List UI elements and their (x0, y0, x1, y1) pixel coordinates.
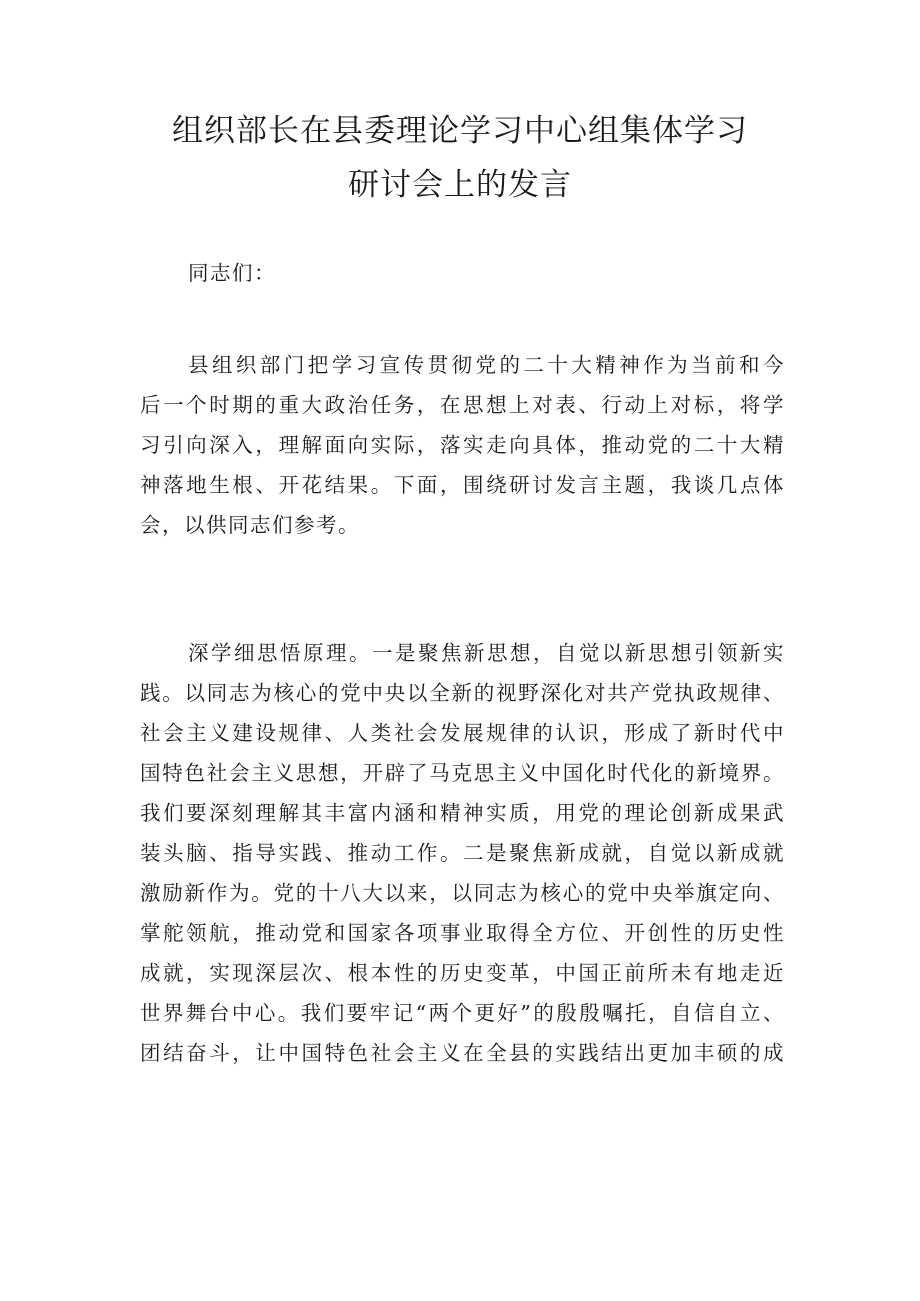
paragraph-line: 团结奋斗，让中国特色社会主义在全县的实践结出更加丰硕的成 (140, 1041, 785, 1065)
salutation-text: 同志们： (188, 261, 276, 285)
title-line-1: 组织部长在县委理论学习中心组集体学习 (172, 113, 748, 149)
paragraph-2 (140, 633, 785, 1073)
paragraph-line: 习引向深入，理解面向实际，落实走向具体，推动党的二十大精 (140, 433, 785, 457)
paragraph-line: 成就，实现深层次、根本性的历史变革，中国正前所未有地走近 (140, 961, 785, 985)
paragraph-line: 后一个时期的重大政治任务，在思想上对表、行动上对标，将学 (140, 393, 785, 417)
paragraph-line: 国特色社会主义思想，开辟了马克思主义中国化时代化的新境界。 (140, 761, 785, 785)
paragraph-line: 县组织部门把学习宣传贯彻党的二十大精神作为当前和今 (188, 353, 785, 377)
paragraph-line: 激励新作为。党的十八大以来，以同志为核心的党中央举旗定向、 (140, 881, 785, 905)
paragraph-line: 会，以供同志们参考。 (140, 513, 360, 537)
paragraph-line: 掌舵领航，推动党和国家各项事业取得全方位、开创性的历史性 (140, 921, 785, 945)
document-title (0, 104, 920, 212)
paragraph-line: 践。以同志为核心的党中央以全新的视野深化对共产党执政规律、 (140, 681, 785, 705)
paragraph-1 (140, 345, 785, 545)
paragraph-line: 深学细思悟原理。一是聚焦新思想，自觉以新思想引领新实 (188, 641, 785, 665)
paragraph-line: 装头脑、指导实践、推动工作。二是聚焦新成就，自觉以新成就 (140, 841, 785, 865)
paragraph-line: 社会主义建设规律、人类社会发展规律的认识，形成了新时代中 (140, 721, 785, 745)
paragraph-line: 神落地生根、开花结果。下面，围绕研讨发言主题，我谈几点体 (140, 473, 785, 497)
paragraph-line: 世界舞台中心。我们要牢记“两个更好”的殷殷嘱托，自信自立、 (140, 1001, 785, 1025)
paragraph-line: 我们要深刻理解其丰富内涵和精神实质，用党的理论创新成果武 (140, 801, 785, 825)
title-line-2: 研讨会上的发言 (348, 167, 572, 203)
salutation (140, 253, 785, 293)
